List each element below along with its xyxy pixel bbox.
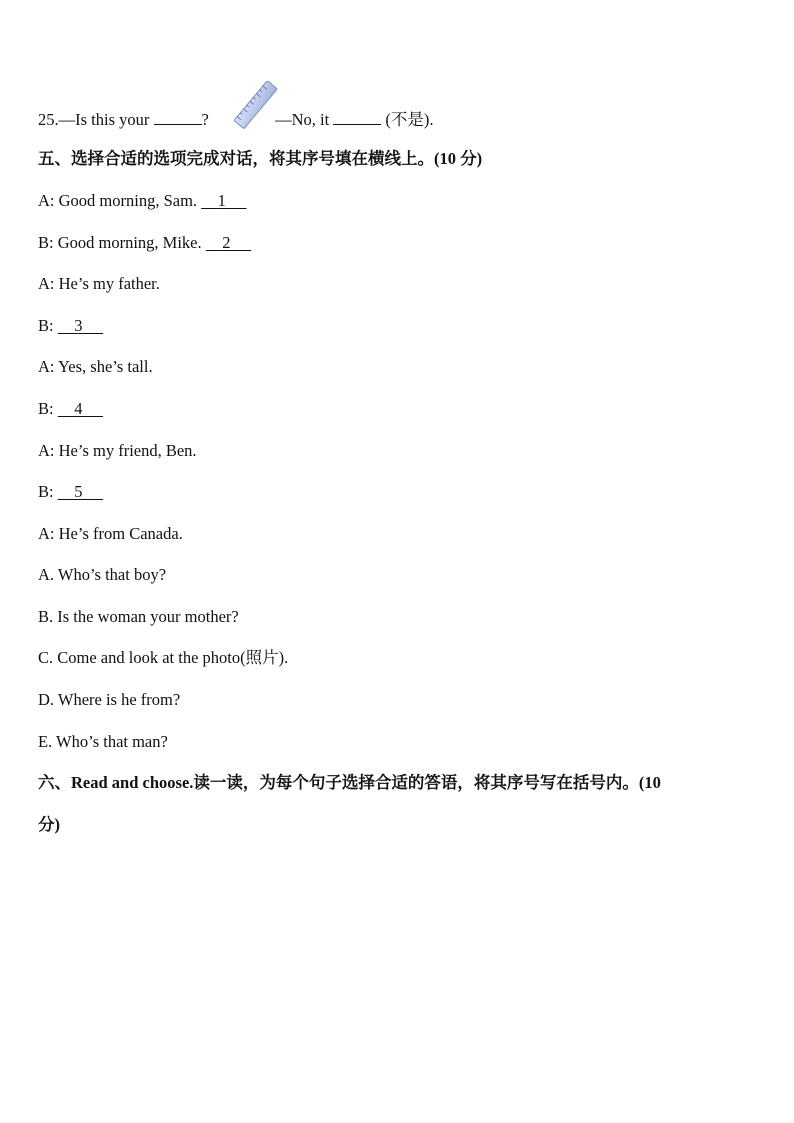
speaker-label: A: — [38, 441, 55, 460]
section-6-instructions: 读一读，为每个句子选择合适的答语，将其序号写在括号内。(10 — [193, 773, 661, 792]
answer-blank-4[interactable]: 4 — [74, 399, 83, 418]
speaker-label: A: — [38, 191, 55, 210]
option-b: B. Is the woman your mother? — [38, 607, 239, 626]
dialogue-line-8 — [38, 482, 103, 502]
dialogue-text: He’s from Canada. — [58, 524, 183, 543]
dialogue-line-1 — [38, 191, 247, 211]
answer-blank-1[interactable]: 1 — [217, 191, 226, 210]
dialogue-line-3 — [38, 274, 160, 294]
q25-hint: (不是). — [385, 110, 434, 129]
dialogue-text: Good morning, Mike. — [57, 233, 202, 252]
ruler-icon — [232, 81, 280, 129]
speaker-label: B: — [38, 482, 54, 501]
option-c: C. Come and look at the photo(照片). — [38, 648, 289, 667]
q25-qmark: ? — [201, 110, 209, 129]
dialogue-line-7 — [38, 441, 197, 461]
q25-blank-2[interactable] — [333, 110, 381, 125]
option-a: A. Who’s that boy? — [38, 565, 167, 584]
option-e: E. Who’s that man? — [38, 732, 168, 751]
section-6-heading-line-2: 分) — [38, 815, 60, 834]
q25-answer-prefix: —No, it — [275, 110, 330, 129]
dialogue-line-4 — [38, 316, 103, 336]
dialogue-text: Good morning, Sam. — [58, 191, 198, 210]
speaker-label: B: — [38, 316, 54, 335]
dialogue-text: He’s my father. — [58, 274, 160, 293]
speaker-label: B: — [38, 399, 54, 418]
speaker-label: A: — [38, 357, 55, 376]
answer-blank-5[interactable]: 5 — [74, 482, 83, 501]
dialogue-line-5 — [38, 357, 153, 377]
section-6-heading — [38, 773, 661, 793]
speaker-label: B: — [38, 233, 54, 252]
answer-blank-2[interactable]: 2 — [222, 233, 231, 252]
speaker-label: A: — [38, 274, 55, 293]
dialogue-text: He’s my friend, Ben. — [58, 441, 197, 460]
section-6-english-title: Read and choose. — [71, 773, 194, 792]
dialogue-line-6 — [38, 399, 103, 419]
q25-blank-1[interactable] — [154, 110, 202, 125]
section-6-number: 六、 — [38, 773, 71, 792]
q25-prefix: 25.—Is this your — [38, 110, 150, 129]
section-5-heading: 五、选择合适的选项完成对话，将其序号填在横线上。(10 分) — [38, 149, 483, 168]
dialogue-line-9 — [38, 524, 183, 544]
option-d: D. Where is he from? — [38, 690, 181, 709]
dialogue-text: Yes, she’s tall. — [58, 357, 153, 376]
dialogue-line-2 — [38, 233, 251, 253]
speaker-label: A: — [38, 524, 55, 543]
answer-blank-3[interactable]: 3 — [74, 316, 83, 335]
